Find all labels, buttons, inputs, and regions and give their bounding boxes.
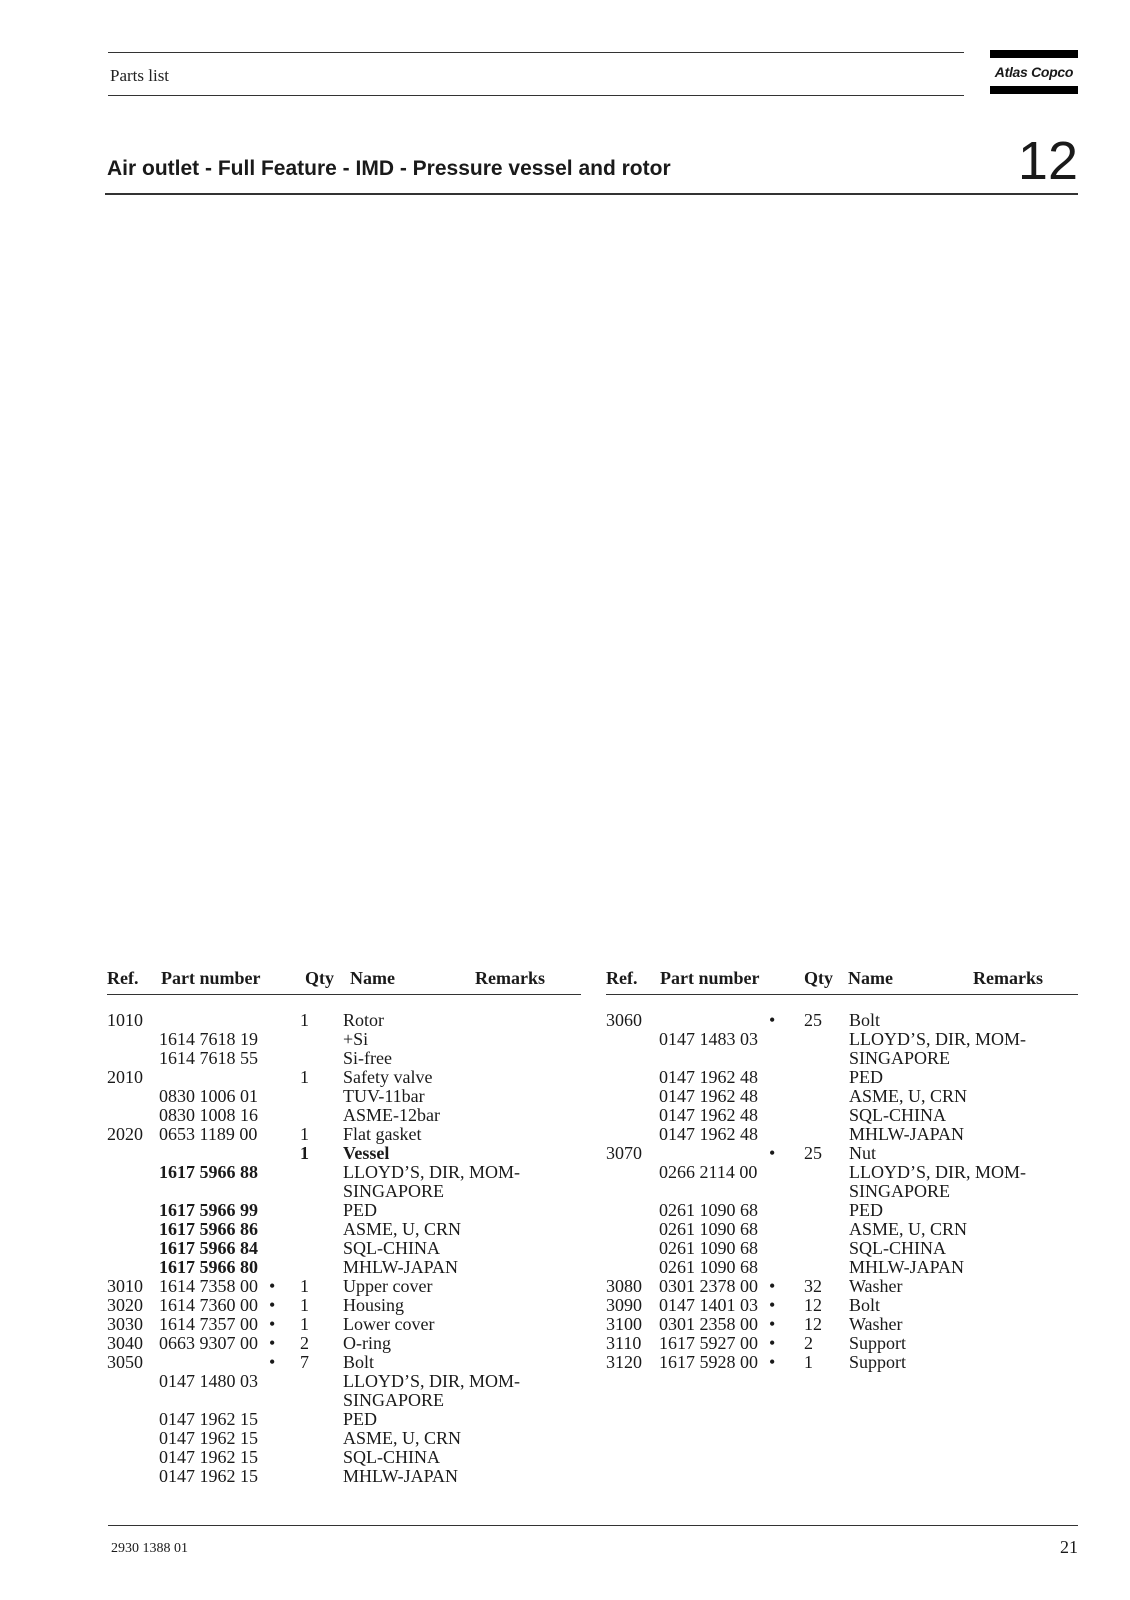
section-number: 12 (1017, 131, 1078, 191)
row-qty: 1 (804, 1352, 813, 1372)
row-bullet: • (769, 1295, 776, 1315)
row-qty: 1 (300, 1143, 309, 1163)
row-ref: 3070 (606, 1143, 642, 1163)
row-qty: 2 (300, 1333, 309, 1353)
row-name: Bolt (849, 1010, 881, 1030)
row-ref: 2020 (107, 1124, 143, 1144)
row-qty: 1 (300, 1067, 309, 1087)
row-part-number: 1617 5966 88 (159, 1162, 258, 1182)
row-part-number: 0147 1962 15 (159, 1409, 258, 1429)
row-name: ASME, U, CRN (343, 1219, 462, 1239)
logo-bar-bottom (990, 86, 1078, 94)
row-name: ASME, U, CRN (849, 1219, 968, 1239)
row-name: MHLW-JAPAN (849, 1257, 965, 1277)
row-part-number: 1614 7358 00 (159, 1276, 258, 1296)
row-part-number: 0830 1006 01 (159, 1086, 258, 1106)
parts-table-left (107, 968, 581, 1508)
row-name: LLOYD’S, DIR, MOM- (849, 1029, 1026, 1049)
row-bullet: • (769, 1352, 776, 1372)
row-part-number: 0147 1962 15 (159, 1447, 258, 1467)
row-name: MHLW-JAPAN (343, 1257, 459, 1277)
row-bullet: • (769, 1143, 776, 1163)
row-name: Bolt (343, 1352, 375, 1372)
parts-table-right (606, 968, 1078, 1508)
row-qty: 1 (300, 1010, 309, 1030)
page-title: Air outlet - Full Feature - IMD - Pressure vessel and rotor (107, 157, 671, 180)
row-ref: 3110 (606, 1333, 642, 1353)
atlas-copco-logo (990, 50, 1078, 94)
row-name: SINGAPORE (343, 1181, 445, 1201)
row-name: SQL-CHINA (849, 1238, 946, 1258)
row-name: Washer (849, 1314, 903, 1334)
row-qty: 25 (804, 1143, 822, 1163)
row-part-number: 1614 7618 19 (159, 1029, 258, 1049)
row-name: Rotor (343, 1010, 385, 1030)
row-part-number: 0147 1962 48 (659, 1067, 758, 1087)
header-name: Name (848, 968, 893, 988)
row-qty: 1 (300, 1124, 309, 1144)
row-bullet: • (269, 1295, 276, 1315)
row-bullet: • (269, 1352, 276, 1372)
footer-document-number: 2930 1388 01 (111, 1541, 188, 1556)
row-qty: 12 (804, 1295, 822, 1315)
row-name: TUV-11bar (343, 1086, 425, 1106)
row-name: PED (343, 1200, 378, 1220)
row-part-number: 1614 7360 00 (159, 1295, 258, 1315)
row-part-number: 1617 5966 84 (159, 1238, 258, 1258)
row-name: Flat gasket (343, 1124, 422, 1144)
header-qty: Qty (305, 968, 334, 988)
row-part-number: 0147 1401 03 (659, 1295, 758, 1315)
row-part-number: 1617 5966 99 (159, 1200, 258, 1220)
header-name: Name (350, 968, 395, 988)
row-part-number: 0147 1480 03 (159, 1371, 258, 1391)
row-bullet: • (269, 1314, 276, 1334)
row-name: Nut (849, 1143, 876, 1163)
row-name: Upper cover (343, 1276, 433, 1296)
row-part-number: 0653 1189 00 (159, 1124, 258, 1144)
row-ref: 3020 (107, 1295, 143, 1315)
illustration-area (106, 205, 1078, 945)
row-part-number: 0301 2358 00 (659, 1314, 758, 1334)
row-name: ASME, U, CRN (343, 1428, 462, 1448)
row-ref: 3050 (107, 1352, 143, 1372)
row-name: Washer (849, 1276, 903, 1296)
row-bullet: • (269, 1333, 276, 1353)
row-ref: 1010 (107, 1010, 143, 1030)
row-qty: 7 (300, 1352, 309, 1372)
row-part-number: 1614 7357 00 (159, 1314, 258, 1334)
row-name: PED (849, 1200, 884, 1220)
row-ref: 3010 (107, 1276, 143, 1296)
row-qty: 12 (804, 1314, 822, 1334)
row-name: SQL-CHINA (849, 1105, 946, 1125)
header-top-rule (108, 52, 964, 53)
row-part-number: 0663 9307 00 (159, 1333, 258, 1353)
row-ref: 3040 (107, 1333, 143, 1353)
row-part-number: 1617 5966 86 (159, 1219, 258, 1239)
row-name: Support (849, 1333, 907, 1353)
header-part-number: Part number (161, 968, 261, 988)
footer-page-number: 21 (1060, 1537, 1078, 1557)
row-part-number: 0261 1090 68 (659, 1219, 758, 1239)
row-part-number: 0147 1962 48 (659, 1105, 758, 1125)
row-part-number: 1617 5966 80 (159, 1257, 258, 1277)
row-part-number: 0261 1090 68 (659, 1200, 758, 1220)
row-name: SINGAPORE (849, 1181, 951, 1201)
row-name: Vessel (343, 1143, 390, 1163)
row-name: MHLW-JAPAN (849, 1124, 965, 1144)
row-name: SQL-CHINA (343, 1238, 440, 1258)
header-ref: Ref. (606, 968, 638, 988)
row-part-number: 0830 1008 16 (159, 1105, 258, 1125)
header-underline (107, 994, 581, 995)
row-bullet: • (769, 1314, 776, 1334)
row-part-number: 0147 1962 15 (159, 1428, 258, 1448)
row-part-number: 0301 2378 00 (659, 1276, 758, 1296)
row-bullet: • (769, 1333, 776, 1353)
row-qty: 32 (804, 1276, 822, 1296)
row-name: MHLW-JAPAN (343, 1466, 459, 1486)
row-part-number: 0147 1962 15 (159, 1466, 258, 1486)
row-bullet: • (769, 1010, 776, 1030)
row-part-number: 1617 5928 00 (659, 1352, 758, 1372)
row-name: Si-free (343, 1048, 392, 1068)
row-name: SINGAPORE (343, 1390, 445, 1410)
row-ref: 3120 (606, 1352, 642, 1372)
footer-rule (108, 1525, 1078, 1526)
row-qty: 2 (804, 1333, 813, 1353)
header-remarks: Remarks (475, 968, 545, 988)
header-qty: Qty (804, 968, 833, 988)
row-part-number: 0266 2114 00 (659, 1162, 758, 1182)
row-name: Support (849, 1352, 907, 1372)
row-qty: 25 (804, 1010, 822, 1030)
header-underline (606, 994, 1078, 995)
row-name: LLOYD’S, DIR, MOM- (849, 1162, 1026, 1182)
row-name: Safety valve (343, 1067, 433, 1087)
row-name: +Si (343, 1029, 369, 1049)
row-name: PED (849, 1067, 884, 1087)
row-ref: 3030 (107, 1314, 143, 1334)
row-name: Bolt (849, 1295, 881, 1315)
row-part-number: 1614 7618 55 (159, 1048, 258, 1068)
row-bullet: • (769, 1276, 776, 1296)
row-name: LLOYD’S, DIR, MOM- (343, 1162, 520, 1182)
header-part-number: Part number (660, 968, 760, 988)
row-name: Housing (343, 1295, 405, 1315)
header-remarks: Remarks (973, 968, 1043, 988)
row-name: O-ring (343, 1333, 391, 1353)
row-part-number: 0147 1962 48 (659, 1124, 758, 1144)
row-ref: 2010 (107, 1067, 143, 1087)
row-ref: 3060 (606, 1010, 642, 1030)
row-part-number: 0147 1962 48 (659, 1086, 758, 1106)
header-bottom-rule (108, 95, 964, 96)
row-part-number: 0261 1090 68 (659, 1238, 758, 1258)
header-label: Parts list (110, 66, 170, 85)
row-ref: 3090 (606, 1295, 642, 1315)
row-name: LLOYD’S, DIR, MOM- (343, 1371, 520, 1391)
row-name: Lower cover (343, 1314, 435, 1334)
row-part-number: 0261 1090 68 (659, 1257, 758, 1277)
row-qty: 1 (300, 1276, 309, 1296)
row-qty: 1 (300, 1295, 309, 1315)
title-underline (105, 193, 1078, 195)
row-ref: 3080 (606, 1276, 642, 1296)
logo-bar-top (990, 50, 1078, 58)
row-name: ASME-12bar (343, 1105, 440, 1125)
row-part-number: 0147 1483 03 (659, 1029, 758, 1049)
row-part-number: 1617 5927 00 (659, 1333, 758, 1353)
row-ref: 3100 (606, 1314, 642, 1334)
header-ref: Ref. (107, 968, 139, 988)
row-qty: 1 (300, 1314, 309, 1334)
row-name: PED (343, 1409, 378, 1429)
row-name: SQL-CHINA (343, 1447, 440, 1467)
row-name: SINGAPORE (849, 1048, 951, 1068)
row-name: ASME, U, CRN (849, 1086, 968, 1106)
logo-wordmark: Atlas Copco (994, 64, 1074, 80)
row-bullet: • (269, 1276, 276, 1296)
